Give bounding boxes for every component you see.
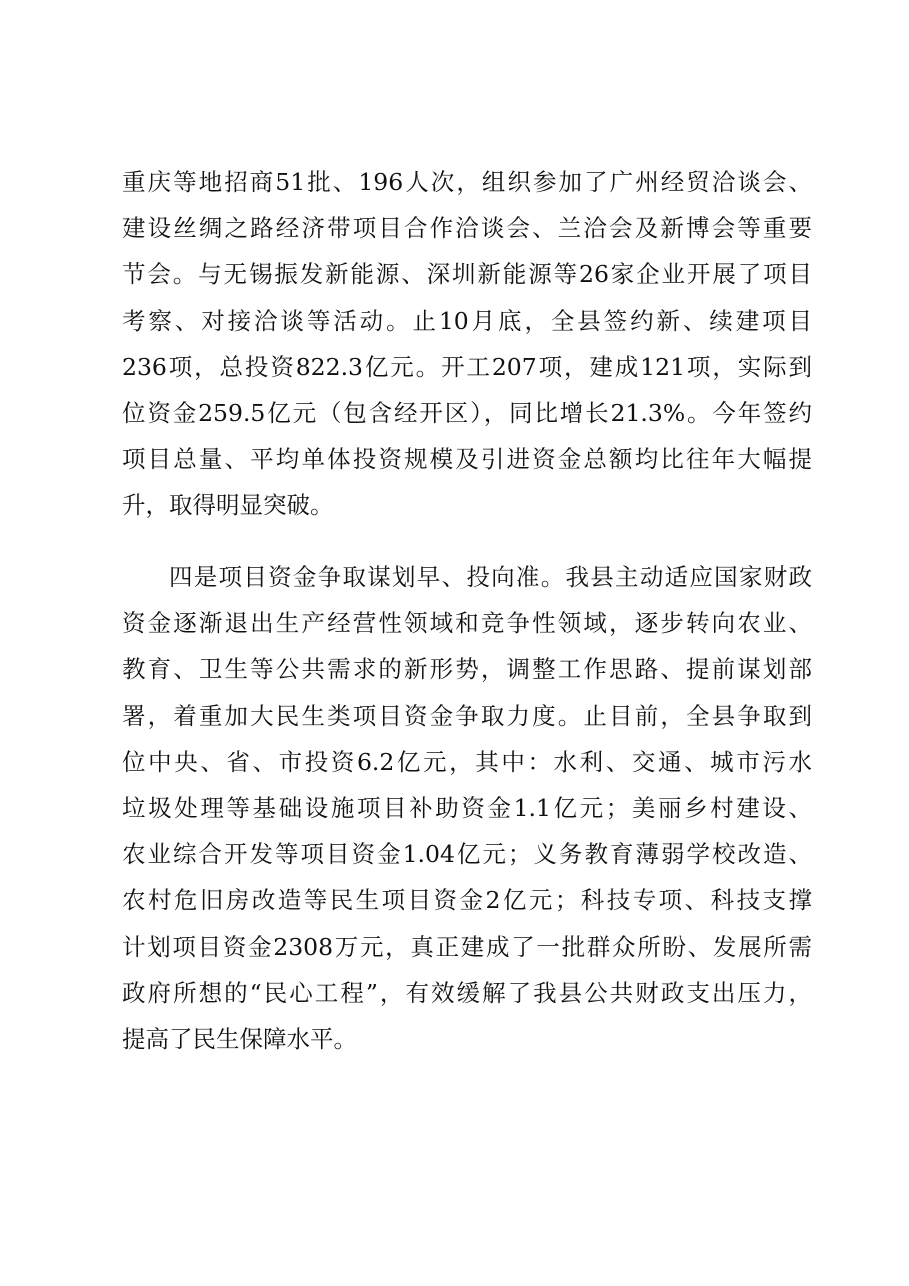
text-line: 计划项目资金2308万元，真正建成了一批群众所盼、发展所需 — [122, 932, 812, 961]
text-line: 升，取得明显突破。 — [122, 491, 334, 520]
text-line: 提高了民生保障水平。 — [122, 1024, 357, 1053]
text-line: 教育、卫生等公共需求的新形势，调整工作思路、提前谋划部 — [122, 655, 812, 684]
text-line: 垃圾处理等基础设施项目补助资金1.1亿元；美丽乡村建设、 — [122, 793, 812, 822]
text-line: 位资金259.5亿元（包含经开区），同比增长21.3%。今年签约 — [122, 398, 812, 427]
paragraph-2 — [122, 554, 812, 1062]
text-line: 建设丝绸之路经济带项目合作洽谈会、兰洽会及新博会等重要 — [122, 214, 812, 243]
text-line: 农业综合开发等项目资金1.04亿元；义务教育薄弱学校改造、 — [122, 840, 812, 869]
text-line: 位中央、省、市投资6.2亿元，其中：水利、交通、城市污水 — [122, 747, 812, 776]
text-line: 署，着重加大民生类项目资金争取力度。止目前，全县争取到 — [122, 701, 812, 730]
text-line: 政府所想的“民心工程”，有效缓解了我县公共财政支出压力， — [122, 978, 812, 1007]
text-line: 重庆等地招商51批、196人次，组织参加了广州经贸洽谈会、 — [122, 168, 812, 196]
text-line: 四是项目资金争取谋划早、投向准。我县主动适应国家财政 — [169, 563, 812, 591]
text-line: 节会。与无锡振发新能源、深圳新能源等26家企业开展了项目 — [122, 260, 812, 289]
text-line: 236项，总投资822.3亿元。开工207项，建成121项，实际到 — [122, 352, 812, 381]
text-line: 项目总量、平均单体投资规模及引进资金总额均比往年大幅提 — [122, 445, 812, 474]
text-line: 农村危旧房改造等民生项目资金2亿元；科技专项、科技支撑 — [122, 886, 812, 915]
paragraph-1 — [122, 159, 812, 529]
text-line: 考察、对接洽谈等活动。止10月底，全县签约新、续建项目 — [122, 306, 812, 335]
text-line: 资金逐渐退出生产经营性领域和竞争性领域，逐步转向农业、 — [122, 609, 812, 638]
